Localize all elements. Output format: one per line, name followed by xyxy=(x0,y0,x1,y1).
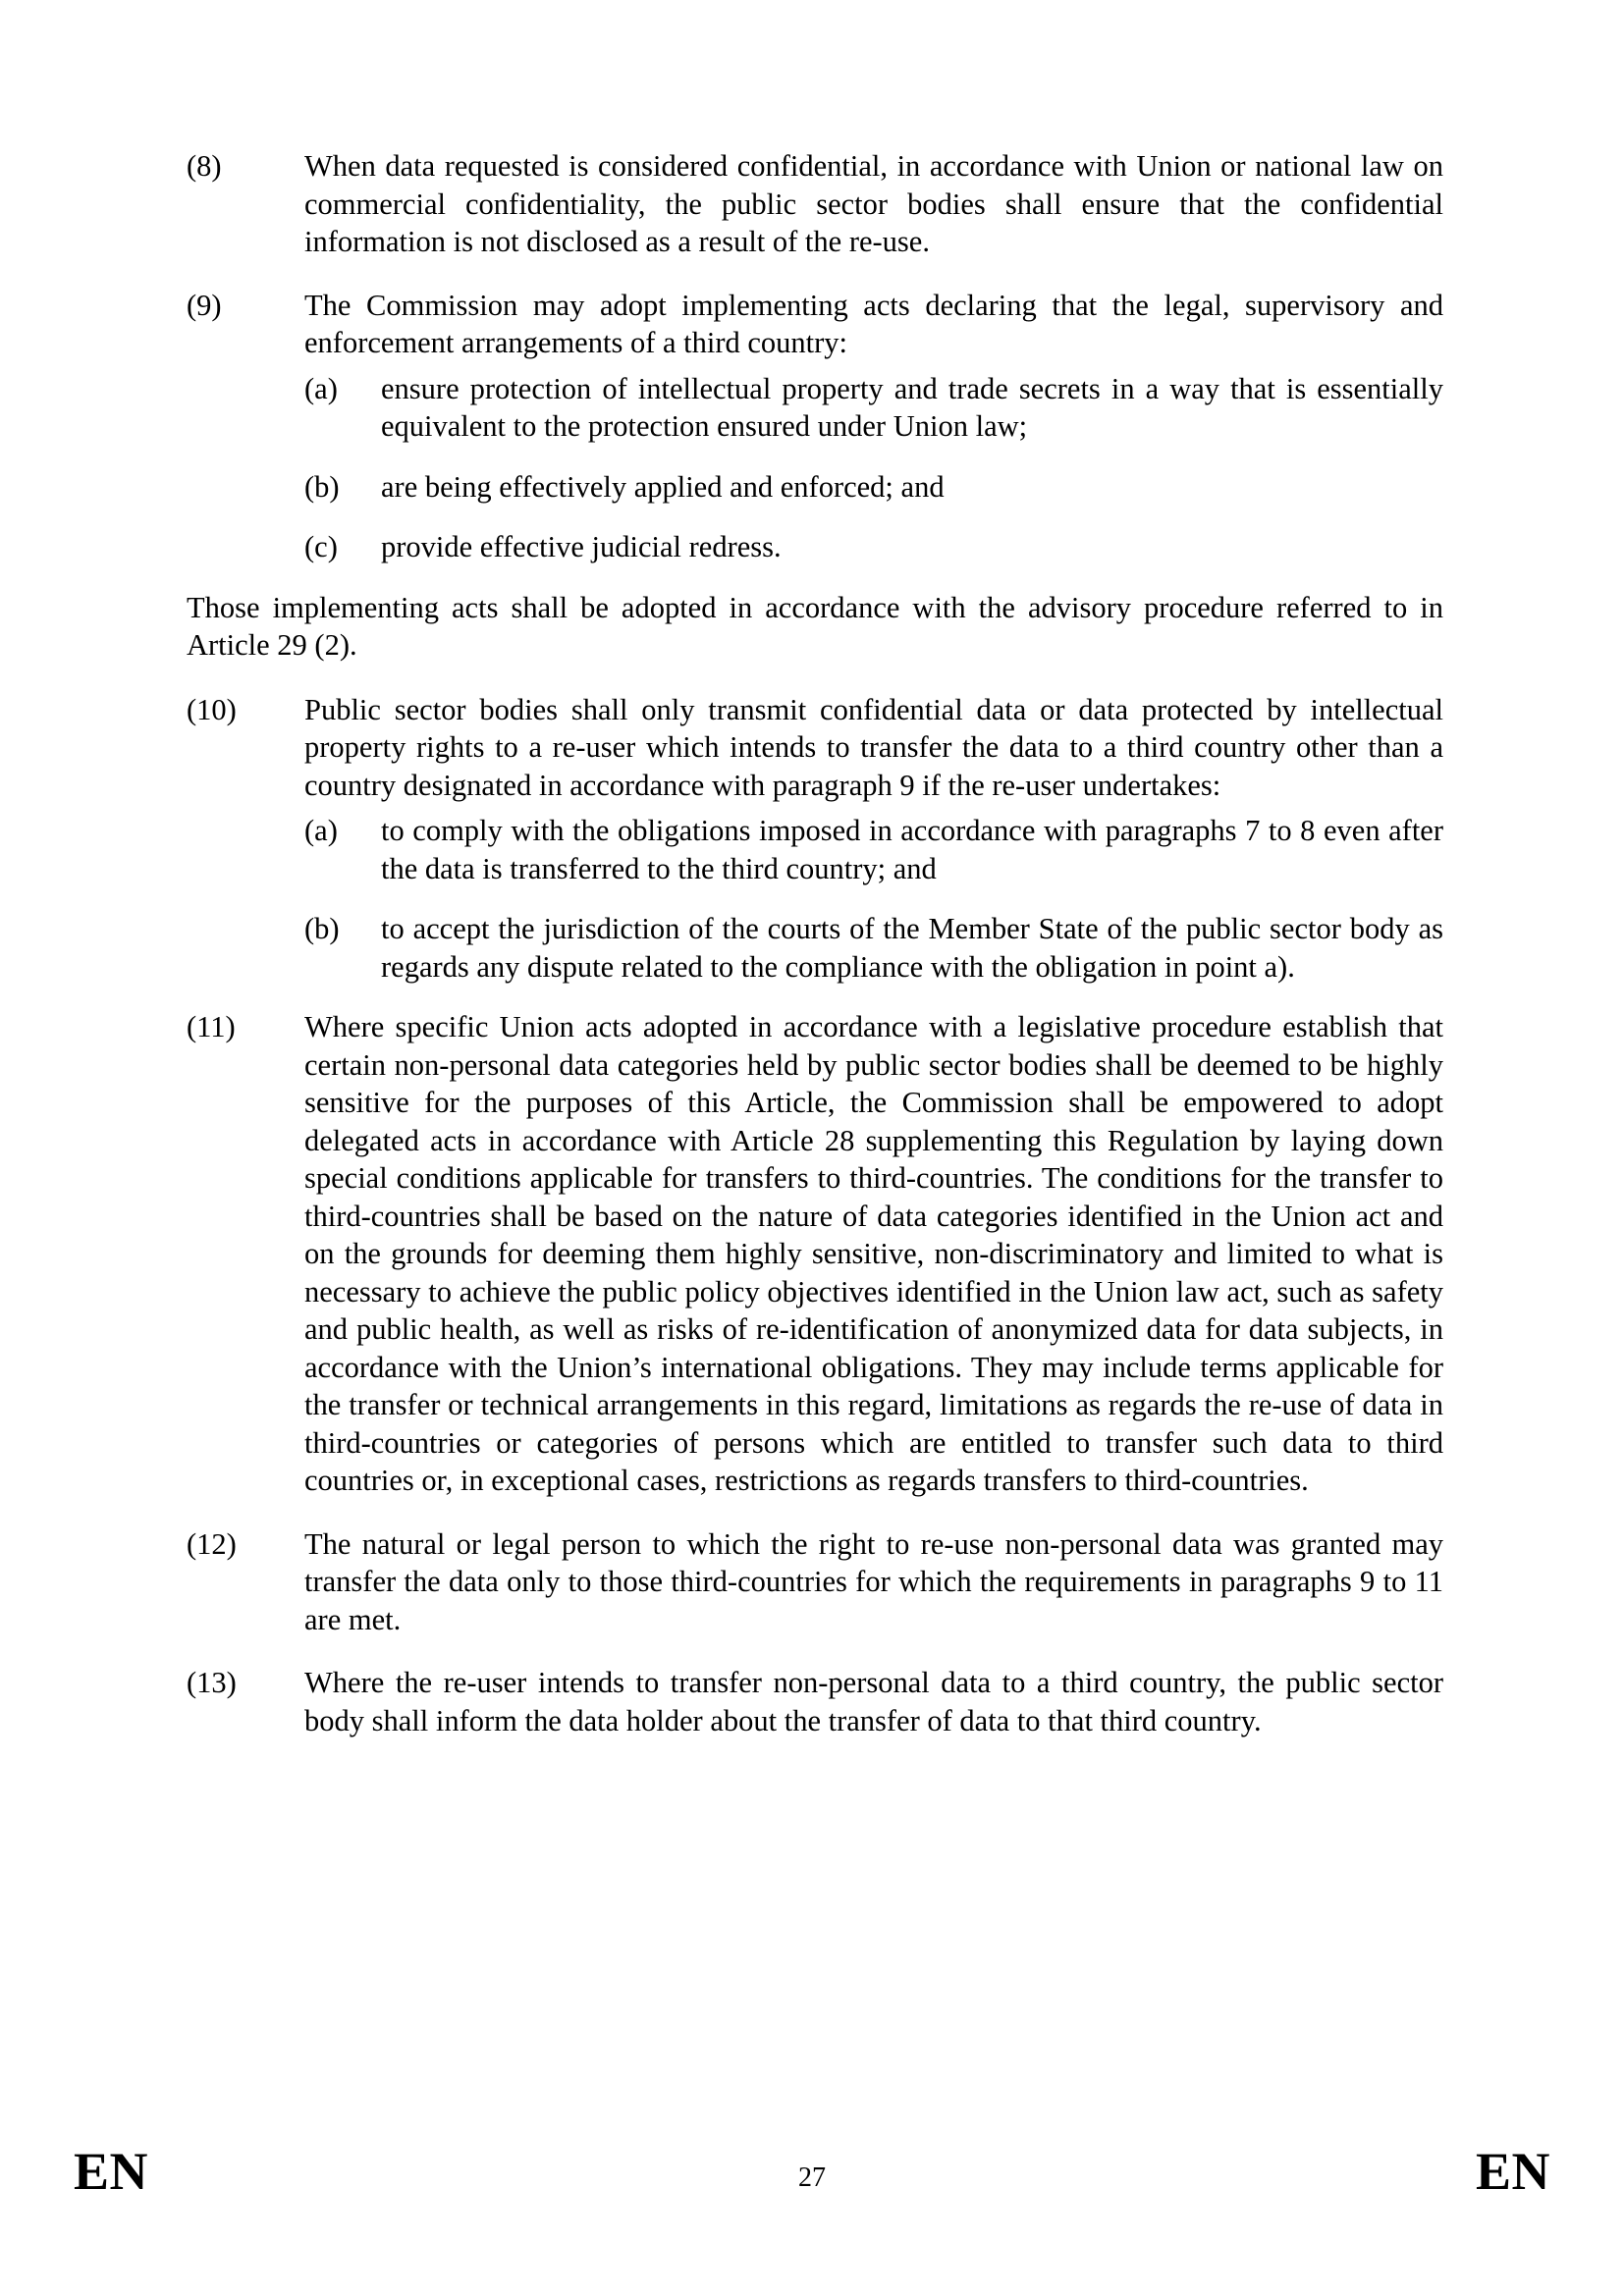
paragraph-12 xyxy=(187,1525,1443,1639)
paragraph-text: Where the re-user intends to transfer non-personal data to a third country, the public sector body shall inform the data holder about the transfer of data to that third country. xyxy=(304,1666,1443,1737)
page-footer xyxy=(0,2143,1624,2202)
page-number: 27 xyxy=(798,2163,826,2193)
list-item-label: (a) xyxy=(304,814,338,847)
list-item xyxy=(304,910,1443,986)
paragraph-text: Where specific Union acts adopted in accordance with a legislative procedure establish that certain non-personal data categories held by public sector bodies shall be deemed to be highly sensitive for the purposes of this Article, the Commission shall be empowered to adopt delegated acts in accordance with Article 28 supplementing this Regulation by laying down special conditions applicable for transfers to third-countries. The conditions for the transfer to third-countries shall be based on the nature of data categories identified in the Union act and on the grounds for deeming them highly sensitive, non-discriminatory and limited to what is necessary to achieve the public policy objectives identified in the Union law act, such as safety and public health, as well as risks of re-identification of anonymized data for data subjects, in accordance with the Union’s international obligations. They may include terms applicable for the transfer or technical arrangements in this regard, limitations as regards the re-use of data in third-countries or categories of persons which are entitled to transfer such data to third countries or, in exceptional cases, restrictions as regards transfers to third-countries. xyxy=(304,1010,1443,1497)
paragraph-number: (10) xyxy=(187,692,237,726)
list-item-text: are being effectively applied and enforced; and xyxy=(381,469,945,504)
paragraph-text: The Commission may adopt implementing acts declaring that the legal, supervisory and enforcement arrangements of a third country: xyxy=(304,288,1443,359)
list-item-text: to accept the jurisdiction of the courts of the Member State of the public sector body as regards any dispute related to the compliance with the obligation in point a). xyxy=(381,912,1443,984)
paragraph-text: When data requested is considered confidential, in accordance with Union or national law on commercial confidentiality, the public sector bodies shall ensure that the confidential information is not disclosed as a result of the re-use. xyxy=(304,149,1443,258)
paragraph-number: (9) xyxy=(187,288,222,322)
paragraph-number: (12) xyxy=(187,1526,237,1561)
list-item-label: (a) xyxy=(304,371,338,405)
list-item xyxy=(304,468,1443,507)
paragraph-text: Public sector bodies shall only transmit confidential data or data protected by intellectual property rights to a re-user which intends to transfer the data to a third country other than a country designated in accordance with paragraph 9 if the re-user undertakes: xyxy=(304,692,1443,802)
list-item-label: (b) xyxy=(304,912,340,945)
list-item-text: to comply with the obligations imposed in accordance with paragraphs 7 to 8 even after the data is transferred to the third country; and xyxy=(381,814,1443,885)
list-item-text: provide effective judicial redress. xyxy=(381,530,782,563)
list-item-label: (b) xyxy=(304,469,340,504)
paragraph-text: The natural or legal person to which the right to re-use non-personal data was granted may transfer the data only to those third-countries for which the requirements in paragraphs 9 to 11 are met. xyxy=(304,1526,1443,1636)
list-item-text: ensure protection of intellectual property and trade secrets in a way that is essentially equivalent to the protection ensured under Union law; xyxy=(381,371,1443,443)
language-code-left: EN xyxy=(74,2142,149,2201)
paragraph-13 xyxy=(187,1664,1443,1739)
paragraph-10 xyxy=(187,691,1443,805)
flush-paragraph: Those implementing acts shall be adopted in accordance with the advisory procedure referred to in Article 29 (2). xyxy=(187,590,1443,662)
list-item-label: (c) xyxy=(304,530,338,563)
paragraph-11 xyxy=(187,1008,1443,1500)
list-item xyxy=(304,370,1443,446)
paragraph-number: (13) xyxy=(187,1666,237,1699)
list-item xyxy=(304,812,1443,887)
paragraph-number: (11) xyxy=(187,1010,236,1043)
list-item xyxy=(304,528,1443,566)
paragraph-8 xyxy=(187,147,1443,261)
language-code-right: EN xyxy=(1475,2142,1550,2201)
paragraph-number: (8) xyxy=(187,149,222,183)
paragraph-9 xyxy=(187,287,1443,362)
page-content xyxy=(187,147,1443,1739)
